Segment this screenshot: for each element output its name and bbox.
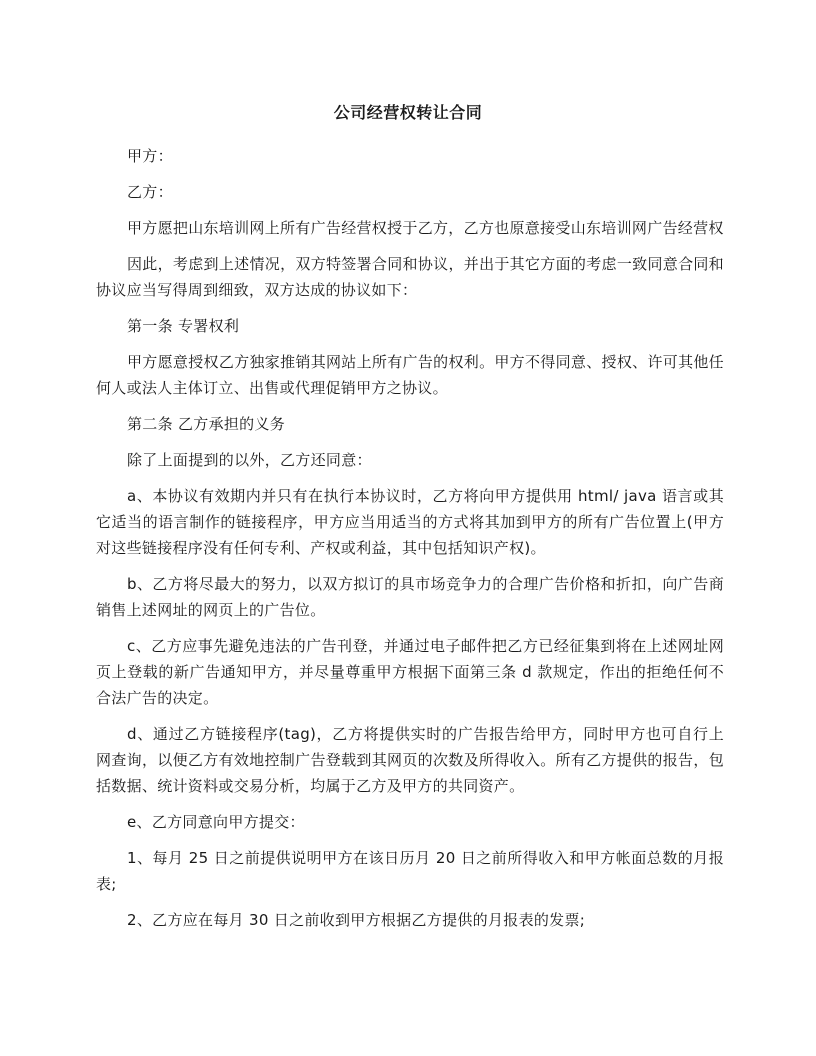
party-a-line: 甲方： (127, 147, 173, 165)
article-2-heading: 第二条 乙方承担的义务 (127, 415, 286, 433)
clause-b: b、乙方将尽最大的努力，以双方拟订的具市场竞争力的合理广告价格和折扣，向广告商销售上述网址的网页上的广告位。 (96, 575, 724, 619)
item-2: 2、乙方应在每月 30 日之前收到甲方根据乙方提供的月报表的发票; (127, 911, 586, 929)
clause-a: a、本协议有效期内并只有在执行本协议时，乙方将向甲方提供用 html/ java 语言或其它适当的语言制作的链接程序，甲方应当用适当的方式将其加到甲方的所有广告位置上(甲方对这些链接程序没有任何专利、产权或利益，其中包括知识产权)。 (96, 487, 724, 557)
article-2-intro: 除了上面提到的以外，乙方还同意： (127, 451, 372, 469)
clause-e: e、乙方同意向甲方提交： (127, 813, 305, 831)
item-1: 1、每月 25 日之前提供说明甲方在该日历月 20 日之前所得收入和甲方帐面总数的月报表; (96, 849, 724, 893)
paragraph-intro: 甲方愿把山东培训网上所有广告经营权授于乙方，乙方也原意接受山东培训网广告经营权 (127, 219, 724, 237)
party-b-line: 乙方： (127, 183, 173, 201)
article-1-text: 甲方愿意授权乙方独家推销其网站上所有广告的权利。甲方不得同意、授权、许可其他任何人或法人主体订立、出售或代理促销甲方之协议。 (96, 353, 724, 397)
paragraph-considerations: 因此，考虑到上述情况，双方特签署合同和协议，并出于其它方面的考虑一致同意合同和协议应当写得周到细致，双方达成的协议如下： (96, 255, 724, 299)
document-title: 公司经营权转让合同 (333, 103, 483, 122)
article-1-heading: 第一条 专署权利 (127, 317, 240, 335)
clause-c: c、乙方应事先避免违法的广告刊登，并通过电子邮件把乙方已经征集到将在上述网址网页上登载的新广告通知甲方，并尽量尊重甲方根据下面第三条 d 款规定，作出的拒绝任何不合法广告的决定。 (96, 637, 724, 707)
document-body (96, 143, 724, 943)
clause-d: d、通过乙方链接程序(tag)，乙方将提供实时的广告报告给甲方，同时甲方也可自行上网查询，以便乙方有效地控制广告登载到其网页的次数及所得收入。所有乙方提供的报告，包括数据、统计资料或交易分析，均属于乙方及甲方的共同资产。 (96, 725, 724, 795)
